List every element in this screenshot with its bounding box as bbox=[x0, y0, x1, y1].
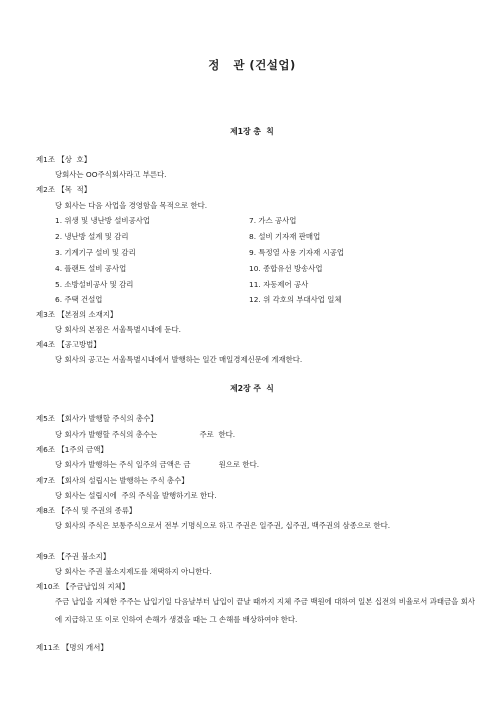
article-1-text: 당회사는 OO주식회사라고 부른다. bbox=[55, 170, 167, 179]
document-title: 정 관 (건설업) bbox=[208, 58, 296, 72]
article-1-heading: 제1조 【상 호】 bbox=[36, 155, 92, 164]
article-5-heading: 제5조 【회사가 발행할 주식의 총수】 bbox=[36, 414, 158, 423]
article-3-text: 당 회사의 본점은 서울특별시내에 둔다. bbox=[55, 325, 181, 334]
article-5-text: 당 회사가 발행할 주식의 총수는 주로 한다. bbox=[55, 430, 236, 439]
article-8-heading: 제8조 【주식 및 주권의 종류】 bbox=[36, 506, 137, 515]
article-2-heading: 제2조 【목 적】 bbox=[36, 185, 92, 194]
article-3-heading: 제3조 【본점의 소재지】 bbox=[36, 310, 118, 319]
chapter-2-title: 제2장 주 식 bbox=[230, 384, 274, 393]
article-6-text: 당 회사가 발행하는 주식 일주의 금액은 금 원으로 한다. bbox=[55, 460, 260, 469]
purpose-item: 4. 플랜트 설비 공사업 bbox=[55, 264, 127, 273]
purpose-item: 7. 가스 공사업 bbox=[249, 216, 297, 225]
article-6-heading: 제6조 【1주의 금액】 bbox=[36, 445, 108, 454]
article-8-text: 당 회사의 주식은 보통주식으로서 전부 기명식으로 하고 주권은 일주권, 십주권, 백주권의 삼종으로 한다. bbox=[55, 521, 391, 530]
purpose-item: 9. 특정열 사용 기자재 시공업 bbox=[249, 248, 344, 257]
article-10-text: 주금 납입을 지체한 주주는 납입기일 다음날부터 납입이 끝날 때까지 지체 주금 백원에 대하여 일본 십전의 비율로서 과태금을 회사에 지급하고 또 이로 인하여 손해가 생겼을 때는 그 손해를 배상하여야 한다. bbox=[55, 597, 475, 624]
purpose-item: 3. 기계기구 설비 및 감리 bbox=[55, 248, 136, 257]
article-7-heading: 제7조 【회사의 설립시는 발행하는 주식 총수】 bbox=[36, 476, 189, 485]
purpose-item: 10. 종합유선 방송사업 bbox=[249, 264, 323, 273]
article-2-text: 당 회사는 다음 사업을 경영함을 목적으로 한다. bbox=[55, 201, 208, 210]
purpose-item: 11. 자동제어 공사 bbox=[249, 280, 309, 289]
purpose-item: 6. 주택 건설업 bbox=[55, 295, 103, 304]
article-9-heading: 제9조 【주권 불소지】 bbox=[36, 552, 111, 561]
article-4-heading: 제4조 【공고방법】 bbox=[36, 340, 101, 349]
article-7-text: 당 회사는 설립시에 주의 주식을 발행하기로 한다. bbox=[55, 491, 217, 500]
article-11-heading: 제11조 【명의 개서】 bbox=[36, 643, 108, 652]
purpose-item: 8. 설비 기자재 판매업 bbox=[249, 232, 321, 241]
purpose-item: 1. 위생 및 냉난방 설비공사업 bbox=[55, 216, 150, 225]
purpose-item: 2. 냉난방 설계 및 감리 bbox=[55, 232, 129, 241]
purpose-item: 12. 위 각호의 부대사업 일체 bbox=[249, 295, 342, 304]
article-10-heading: 제10조 【주금납입의 지체】 bbox=[36, 582, 130, 591]
purpose-item: 5. 소방설비공사 및 감리 bbox=[55, 280, 134, 289]
article-9-text: 당 회사는 주권 불소지제도를 채택하지 아니한다. bbox=[55, 567, 212, 576]
chapter-1-title: 제1장 총 칙 bbox=[230, 127, 274, 136]
article-4-text: 당 회사의 공고는 서울특별시내에서 발행하는 일간 매일경제신문에 게재한다. bbox=[55, 355, 303, 364]
